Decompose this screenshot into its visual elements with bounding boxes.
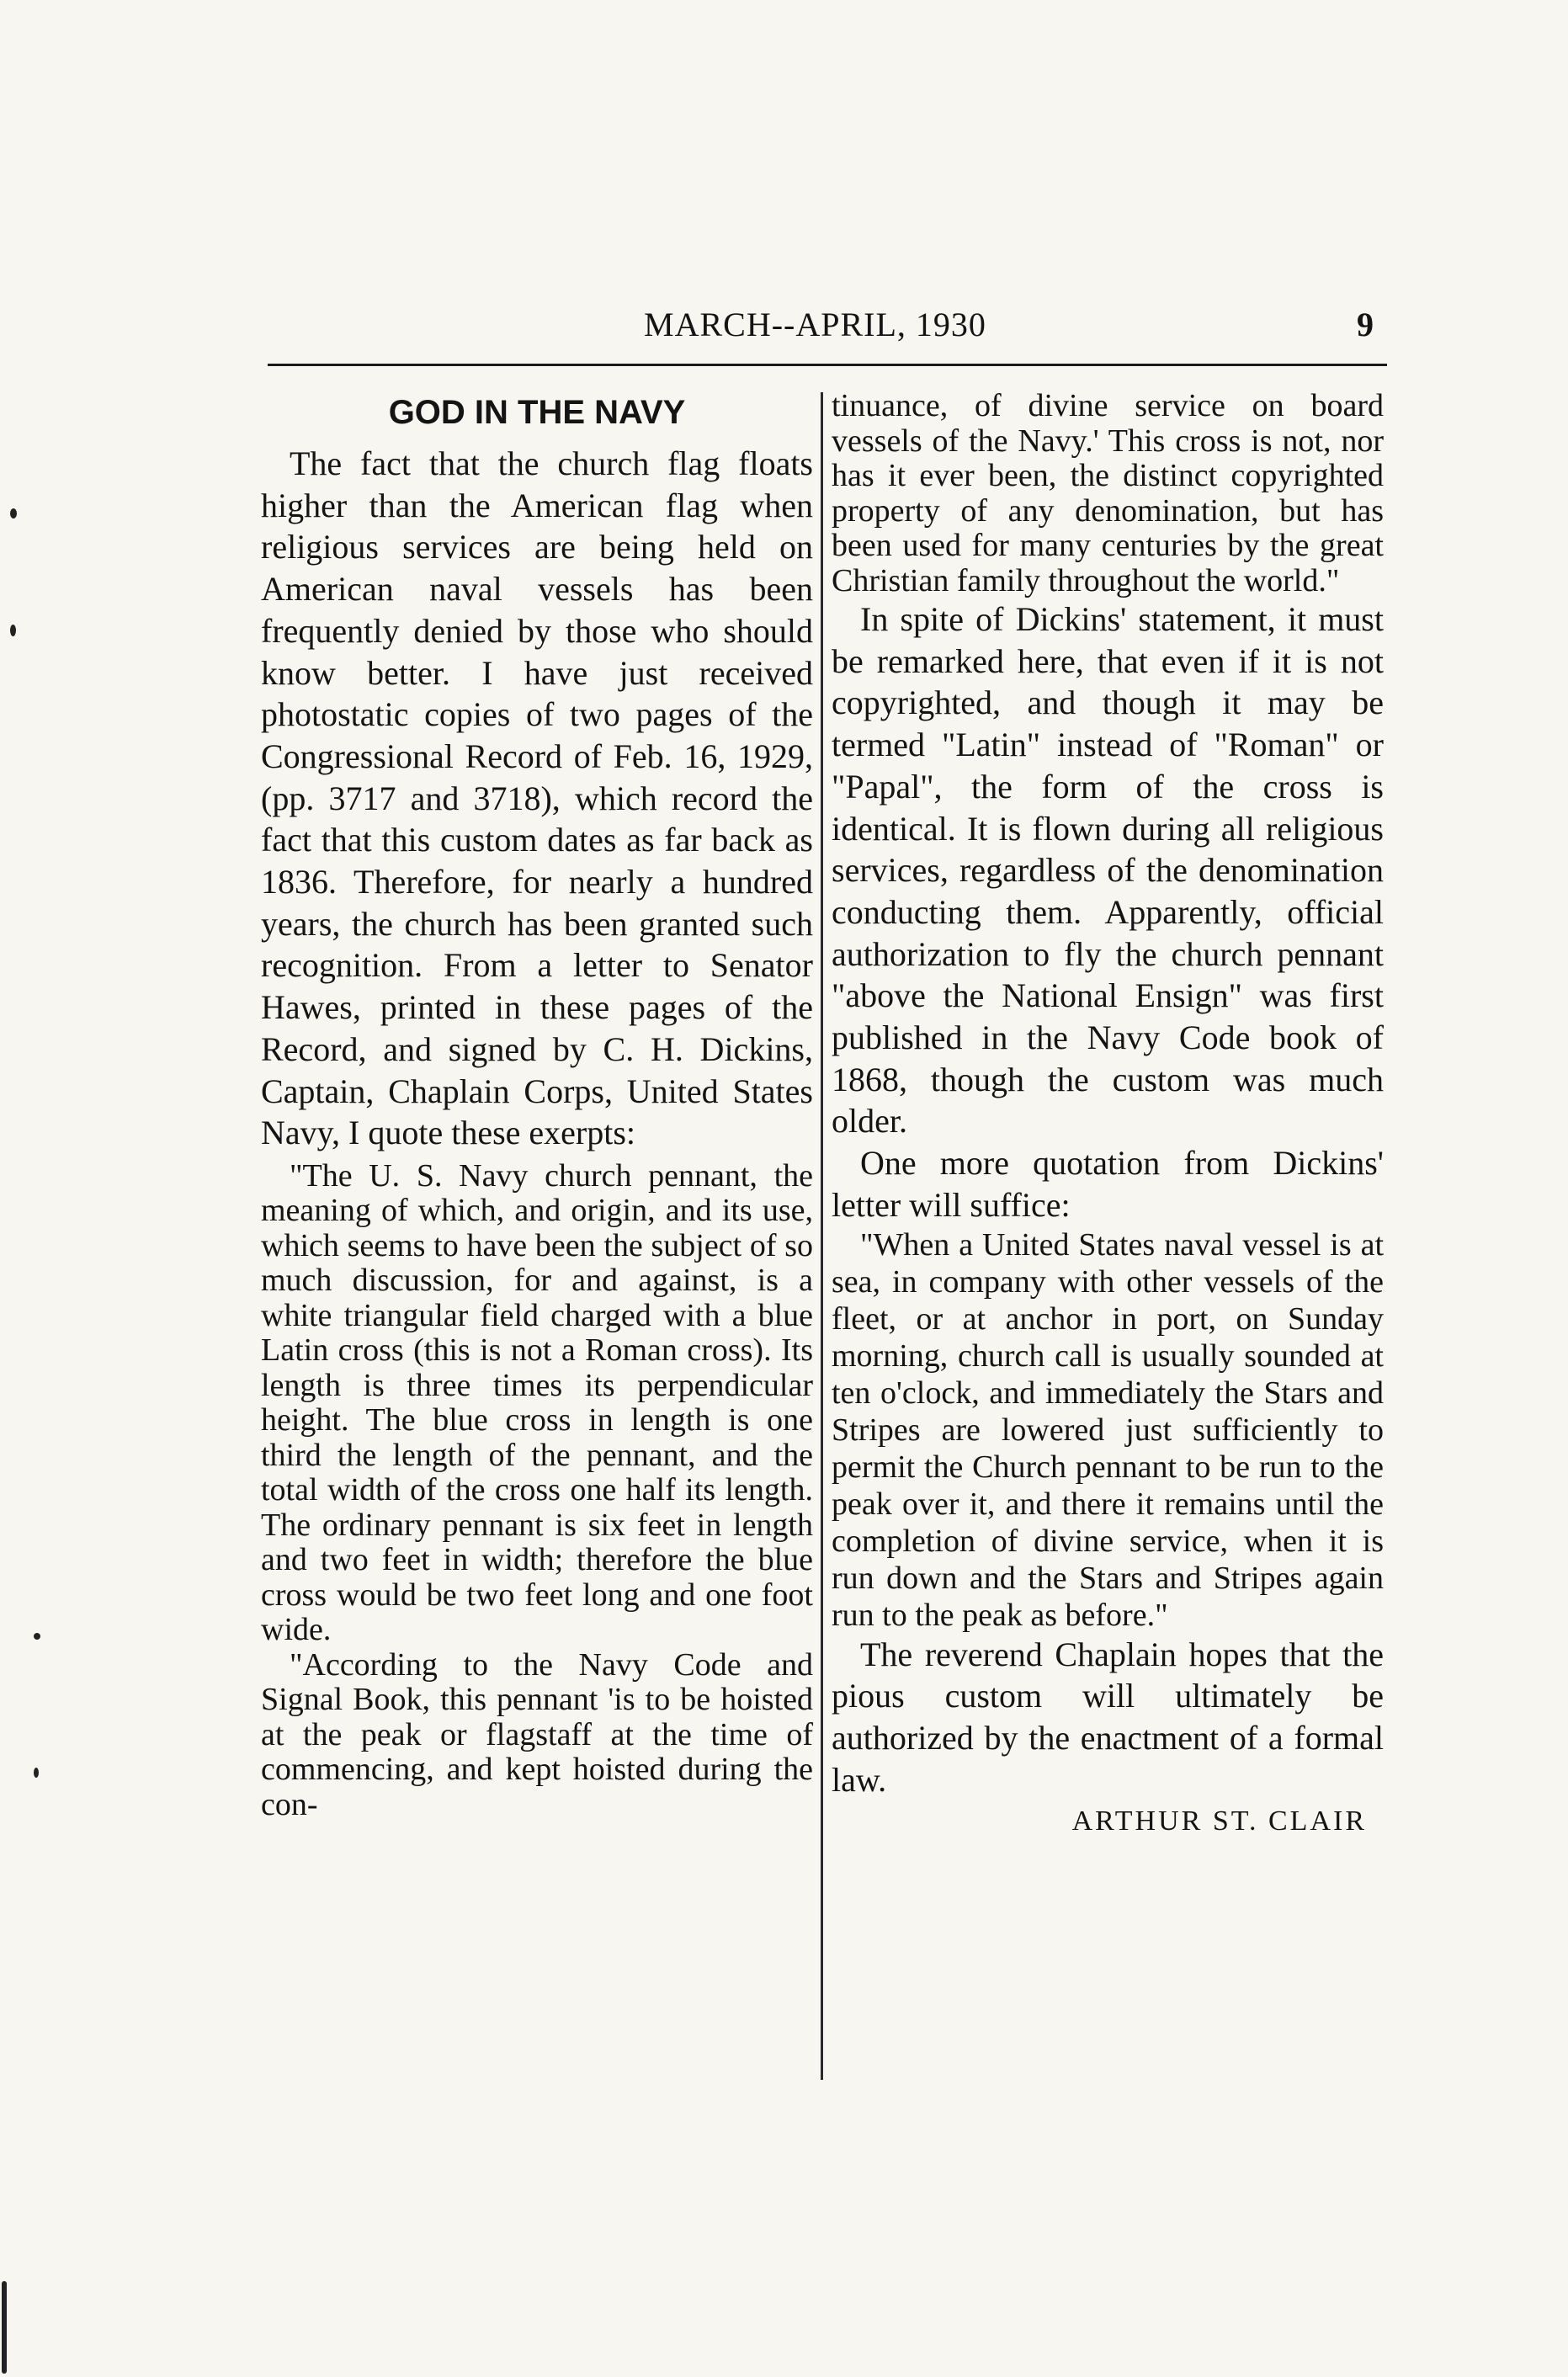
page-number: 9 [1357,306,1374,343]
margin-speck [34,1633,40,1640]
paragraph-one-more-quotation: One more quotation from Dickins' letter will suffice: [832,1144,1384,1224]
margin-speck [10,625,16,636]
paragraph-pennant-quote: "The U. S. Navy church pennant, the meaning of which, and origin, and its use, which seems to have been the subject of so much discussion, for and against, is a white triangular field charged with a blue Latin cross (this is not a Roman cross). Its length is three times its perpendicular height. The blue cross in length is one third the length of the pennant, and the total width of the cross one half its length. The ordinary pennant is six feet in length and two feet in width; therefore the blue cross would be two feet long and one foot wide. [261,1157,813,1648]
right-column [832,389,1384,1841]
paragraph-chaplain-hopes: The reverend Chaplain hopes that the pious custom will ultimately be authorized by the enactment of a formal law. [832,1635,1384,1799]
margin-speck [2,2281,7,2374]
header-rule [268,364,1387,366]
paragraph-quote-continued: tinuance, of divine service on board vessels of the Navy.' This cross is not, nor has it ever been, the distinct copyrighted property of any denomination, but has been used for many centuries by the great Christian family throughout the world." [832,388,1384,598]
page-header [261,305,1389,357]
paragraph-intro: The fact that the church flag floats higher than the American flag when religious services are being held on American naval vessels has been frequently denied by those who should know better. I have just received photostatic copies of two pages of the Congressional Record of Feb. 16, 1929, (pp. 3717 and 3718), which record the fact that this custom dates as far back as 1836. Therefore, for nearly a hundred years, the church has been granted such recognition. From a letter to Senator Hawes, printed in these pages of the Record, and signed by C. H. Dickins, Captain, Chaplain Corps, United States Navy, I quote these exerpts: [261,444,813,1152]
paragraph-dickins-statement: In spite of Dickins' statement, it must be remarked here, that even if it is not copyrighted, and though it may be termed "Latin" instead of "Roman" or "Papal", the form of the cross is identical. It is flown during all religious services, regardless of the denomination conducting them. Apparently, official authorization to fly the church pennant "above the National Ensign" was first published in the Navy Code book of 1868, though the custom was much older. [832,600,1384,1141]
article-title: GOD IN THE NAVY [388,394,686,431]
column-divider [821,392,823,2080]
paragraph-signal-book-quote: "According to the Navy Code and Signal Book, this pennant 'is to be hoisted at the peak or flagstaff at the time of commencing, and kept hoisted during the con- [261,1646,813,1822]
running-title: MARCH--APRIL, 1930 [644,306,986,343]
margin-speck [34,1768,39,1778]
margin-speck [10,508,17,518]
left-column [261,389,813,1822]
paragraph-sunday-quote: "When a United States naval vessel is at sea, in company with other vessels of the fleet, or at anchor in port, on Sunday morning, church call is usually sounded at ten o'clock, and immediately the Stars and Stripes are lowered just sufficiently to permit the Church pennant to be run to the peak over it, and there it remains until the completion of divine service, when it is run down and the Stars and Stripes again run to the peak as before." [832,1226,1384,1633]
author-signature: ARTHUR ST. CLAIR [1071,1805,1367,1837]
